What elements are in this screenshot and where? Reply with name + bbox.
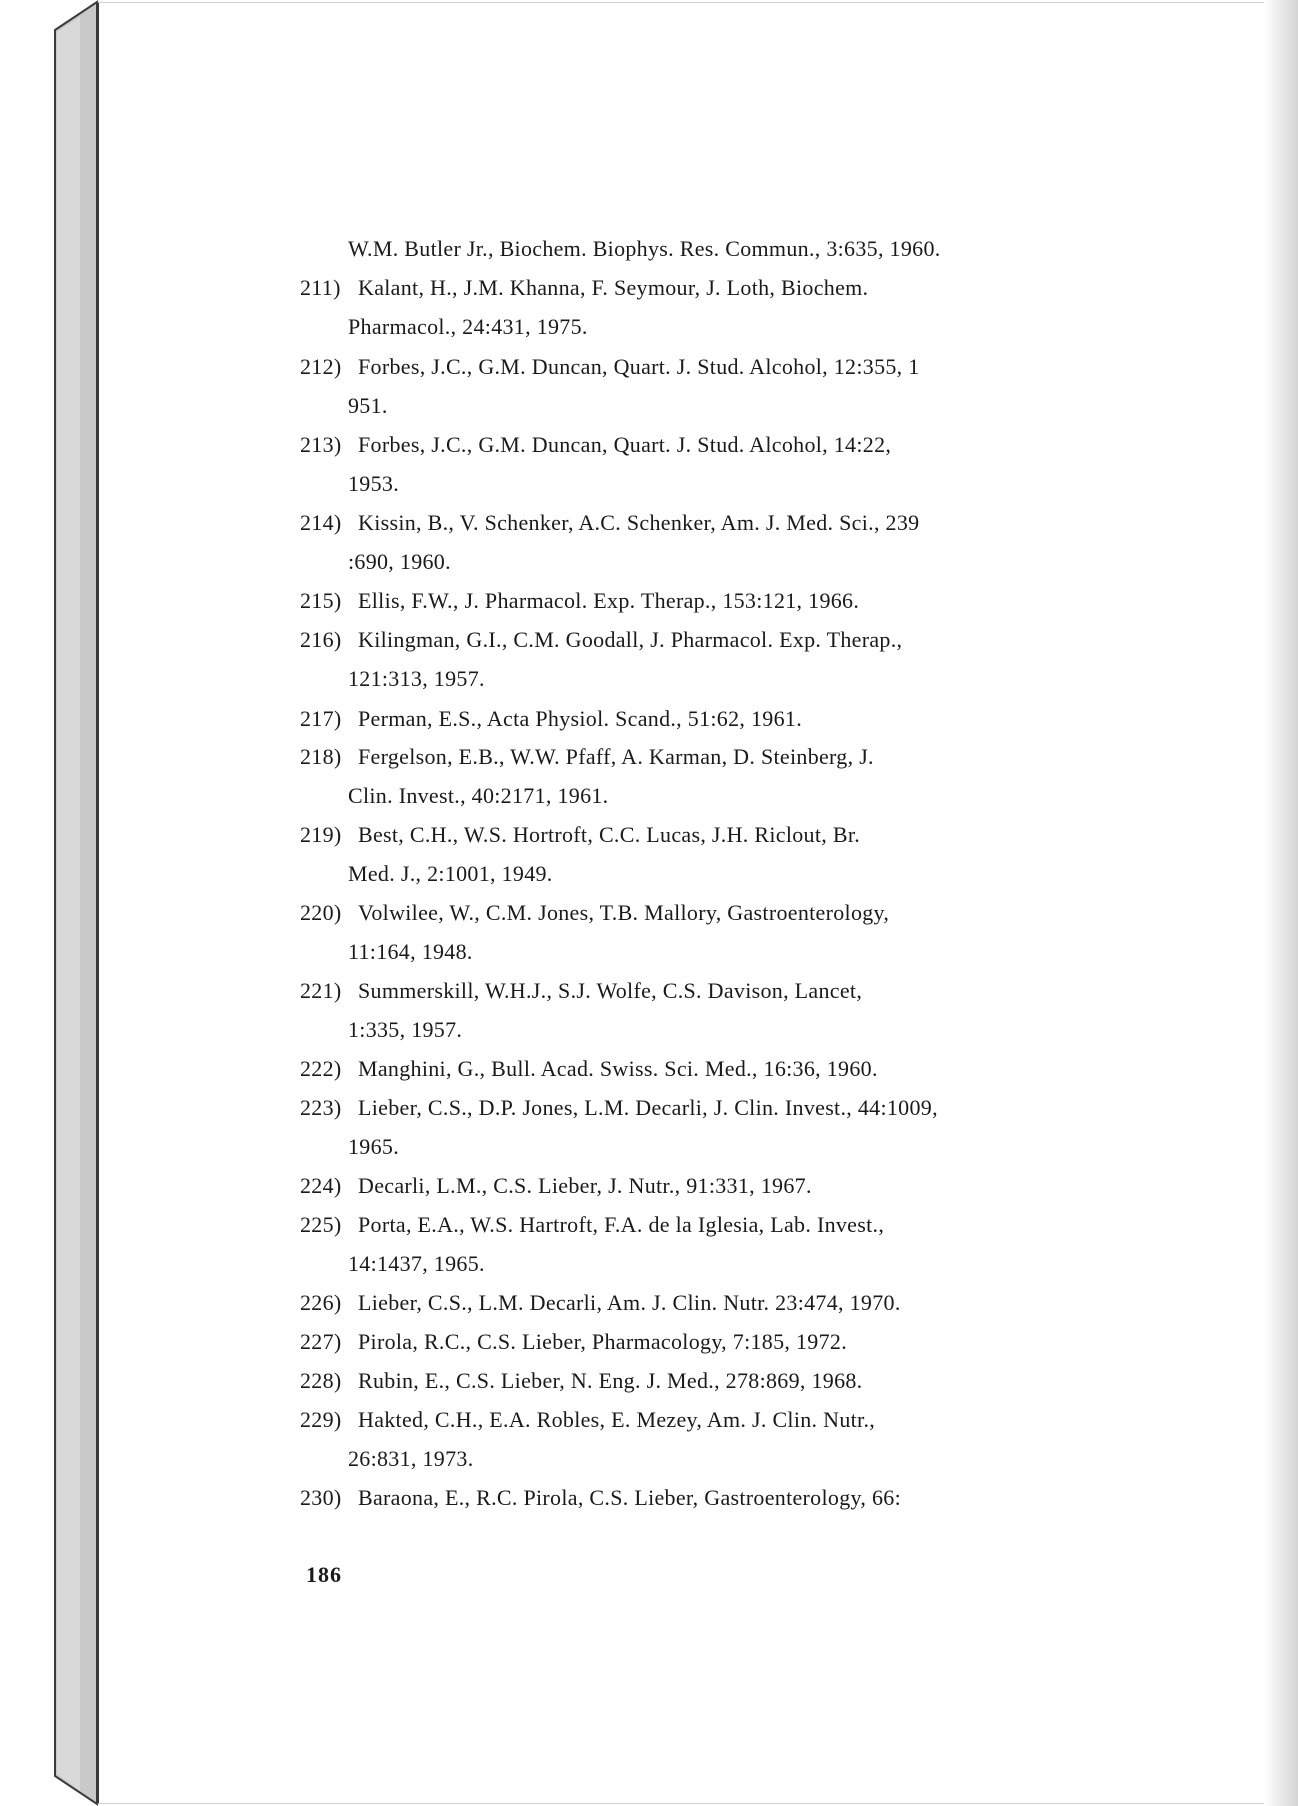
reference-text: Fergelson, E.B., W.W. Pfaff, A. Karman, D. Steinberg, J. bbox=[358, 744, 874, 769]
book-spine bbox=[0, 0, 100, 1806]
reference-item bbox=[300, 1406, 875, 1434]
reference-number: 217) bbox=[300, 706, 342, 731]
page-number: 186 bbox=[306, 1562, 342, 1587]
reference-number: 229) bbox=[300, 1407, 342, 1432]
reference-number: 227) bbox=[300, 1329, 342, 1354]
reference-item bbox=[300, 353, 920, 381]
reference-item bbox=[300, 899, 889, 927]
reference-number: 219) bbox=[300, 822, 342, 847]
reference-item bbox=[300, 977, 862, 1005]
reference-text: Volwilee, W., C.M. Jones, T.B. Mallory, Gastroenterology, bbox=[358, 900, 890, 925]
reference-text-cont: :690, 1960. bbox=[348, 549, 451, 574]
reference-text: Pirola, R.C., C.S. Lieber, Pharmacology, 7:185, 1972. bbox=[358, 1329, 847, 1354]
reference-number: 226) bbox=[300, 1290, 342, 1315]
reference-number: 213) bbox=[300, 432, 342, 457]
reference-text: Summerskill, W.H.J., S.J. Wolfe, C.S. Davison, Lancet, bbox=[358, 978, 863, 1003]
reference-text-cont: 121:313, 1957. bbox=[348, 666, 485, 691]
reference-number: 224) bbox=[300, 1173, 342, 1198]
reference-item bbox=[300, 587, 859, 615]
reference-text: Porta, E.A., W.S. Hartroft, F.A. de la Iglesia, Lab. Invest., bbox=[358, 1212, 885, 1237]
reference-item bbox=[300, 274, 868, 302]
reference-text: Rubin, E., C.S. Lieber, N. Eng. J. Med., 278:869, 1968. bbox=[358, 1368, 863, 1393]
reference-item bbox=[300, 1367, 863, 1395]
reference-text: Lieber, C.S., D.P. Jones, L.M. Decarli, J. Clin. Invest., 44:1009, bbox=[358, 1095, 938, 1120]
reference-text-cont: 951. bbox=[348, 393, 388, 418]
reference-item bbox=[300, 1289, 901, 1317]
reference-item bbox=[300, 626, 902, 654]
reference-text: Lieber, C.S., L.M. Decarli, Am. J. Clin. Nutr. 23:474, 1970. bbox=[358, 1290, 901, 1315]
reference-number: 225) bbox=[300, 1212, 342, 1237]
reference-text-cont: Pharmacol., 24:431, 1975. bbox=[348, 314, 588, 339]
reference-item bbox=[300, 1055, 878, 1083]
reference-number: 223) bbox=[300, 1095, 342, 1120]
reference-number: 211) bbox=[300, 275, 341, 300]
reference-text-cont: 26:831, 1973. bbox=[348, 1446, 474, 1471]
reference-text: Kissin, B., V. Schenker, A.C. Schenker, Am. J. Med. Sci., 239 bbox=[358, 510, 920, 535]
reference-text-cont: 1965. bbox=[348, 1134, 399, 1159]
reference-text-cont: Clin. Invest., 40:2171, 1961. bbox=[348, 783, 609, 808]
reference-item bbox=[300, 1172, 812, 1200]
reference-number: 220) bbox=[300, 900, 342, 925]
reference-item bbox=[300, 1094, 938, 1122]
reference-text: Best, C.H., W.S. Hortroft, C.C. Lucas, J.H. Riclout, Br. bbox=[358, 822, 861, 847]
reference-text-cont: 1953. bbox=[348, 471, 399, 496]
reference-text: Hakted, C.H., E.A. Robles, E. Mezey, Am. J. Clin. Nutr., bbox=[358, 1407, 876, 1432]
reference-number: 214) bbox=[300, 510, 342, 535]
reference-text: Forbes, J.C., G.M. Duncan, Quart. J. Stud. Alcohol, 12:355, 1 bbox=[358, 354, 920, 379]
reference-continuation: W.M. Butler Jr., Biochem. Biophys. Res. Commun., 3:635, 1960. bbox=[348, 236, 941, 261]
reference-item bbox=[300, 509, 919, 537]
reference-text: Kilingman, G.I., C.M. Goodall, J. Pharmacol. Exp. Therap., bbox=[358, 627, 903, 652]
reference-number: 228) bbox=[300, 1368, 342, 1393]
reference-number: 212) bbox=[300, 354, 342, 379]
reference-item bbox=[300, 1484, 901, 1512]
reference-text: Perman, E.S., Acta Physiol. Scand., 51:62, 1961. bbox=[358, 706, 802, 731]
reference-number: 216) bbox=[300, 627, 342, 652]
reference-item bbox=[300, 821, 860, 849]
page-edge-shadow bbox=[1264, 0, 1298, 1806]
reference-item bbox=[300, 1328, 847, 1356]
reference-item bbox=[300, 743, 874, 771]
reference-text-cont: 11:164, 1948. bbox=[348, 939, 473, 964]
reference-item bbox=[300, 431, 891, 459]
reference-number: 230) bbox=[300, 1485, 342, 1510]
reference-text-cont: 1:335, 1957. bbox=[348, 1017, 463, 1042]
reference-text: Forbes, J.C., G.M. Duncan, Quart. J. Stud. Alcohol, 14:22, bbox=[358, 432, 892, 457]
reference-item bbox=[300, 705, 802, 733]
reference-text: Decarli, L.M., C.S. Lieber, J. Nutr., 91:331, 1967. bbox=[358, 1173, 812, 1198]
reference-text: Manghini, G., Bull. Acad. Swiss. Sci. Med., 16:36, 1960. bbox=[358, 1056, 878, 1081]
reference-item bbox=[300, 1211, 884, 1239]
reference-number: 221) bbox=[300, 978, 342, 1003]
reference-text-cont: 14:1437, 1965. bbox=[348, 1251, 485, 1276]
reference-text: Baraona, E., R.C. Pirola, C.S. Lieber, Gastroenterology, 66: bbox=[358, 1485, 901, 1510]
reference-number: 215) bbox=[300, 588, 342, 613]
reference-text: Ellis, F.W., J. Pharmacol. Exp. Therap., 153:121, 1966. bbox=[358, 588, 860, 613]
reference-text-cont: Med. J., 2:1001, 1949. bbox=[348, 861, 553, 886]
reference-text: Kalant, H., J.M. Khanna, F. Seymour, J. Loth, Biochem. bbox=[358, 275, 869, 300]
reference-number: 222) bbox=[300, 1056, 342, 1081]
reference-number: 218) bbox=[300, 744, 342, 769]
